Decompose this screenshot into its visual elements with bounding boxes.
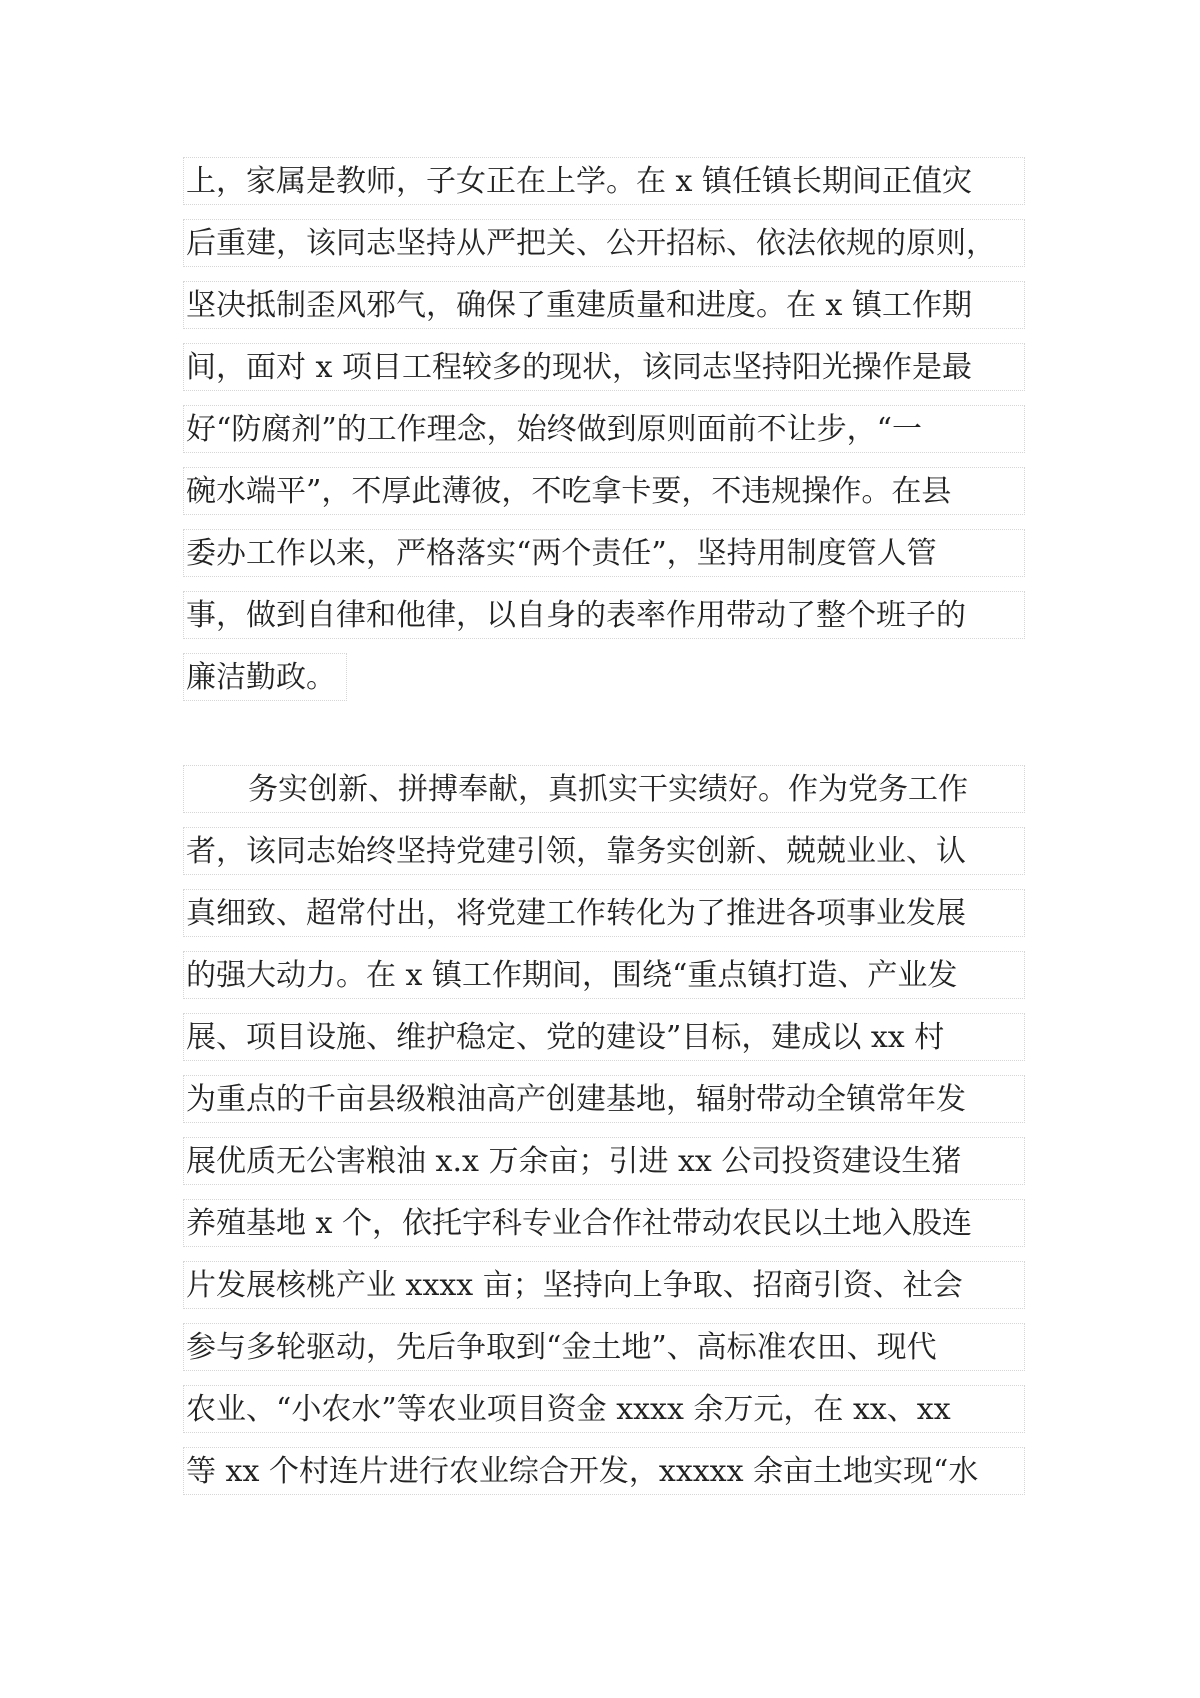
text-line: 农业、“小农水”等农业项目资金 xxxx 余万元，在 xx、xx: [183, 1385, 1025, 1433]
text-line: 片发展核桃产业 xxxx 亩；坚持向上争取、招商引资、社会: [183, 1261, 1025, 1309]
text-line: 上，家属是教师，子女正在上学。在 x 镇任镇长期间正值灾: [183, 157, 1025, 205]
text-line: 委办工作以来，严格落实“两个责任”，坚持用制度管人管: [183, 529, 1025, 577]
text-line: 后重建，该同志坚持从严把关、公开招标、依法依规的原则，: [183, 219, 1025, 267]
text-line: 参与多轮驱动，先后争取到“金土地”、高标准农田、现代: [183, 1323, 1025, 1371]
text-line: 碗水端平”，不厚此薄彼，不吃拿卡要，不违规操作。在县: [183, 467, 1025, 515]
text-line: 者，该同志始终坚持党建引领，靠务实创新、兢兢业业、认: [183, 827, 1025, 875]
text-line: 等 xx 个村连片进行农业综合开发，xxxxx 余亩土地实现“水: [183, 1447, 1025, 1495]
text-line: 为重点的千亩县级粮油高产创建基地，辐射带动全镇常年发: [183, 1075, 1025, 1123]
text-line: 间，面对 x 项目工程较多的现状，该同志坚持阳光操作是最: [183, 343, 1025, 391]
text-line: 养殖基地 x 个，依托宇科专业合作社带动农民以土地入股连: [183, 1199, 1025, 1247]
text-line: 务实创新、拼搏奉献，真抓实干实绩好。作为党务工作: [183, 765, 1025, 813]
text-line: 的强大动力。在 x 镇工作期间，围绕“重点镇打造、产业发: [183, 951, 1025, 999]
text-line: 坚决抵制歪风邪气，确保了重建质量和进度。在 x 镇工作期: [183, 281, 1025, 329]
text-line: 展、项目设施、维护稳定、党的建设”目标，建成以 xx 村: [183, 1013, 1025, 1061]
text-line: 廉洁勤政。: [183, 653, 347, 701]
text-line: 展优质无公害粮油 x.x 万余亩；引进 xx 公司投资建设生猪: [183, 1137, 1025, 1185]
text-line: 好“防腐剂”的工作理念，始终做到原则面前不让步，“一: [183, 405, 1025, 453]
text-line: 事，做到自律和他律，以自身的表率作用带动了整个班子的: [183, 591, 1025, 639]
text-line: 真细致、超常付出，将党建工作转化为了推进各项事业发展: [183, 889, 1025, 937]
